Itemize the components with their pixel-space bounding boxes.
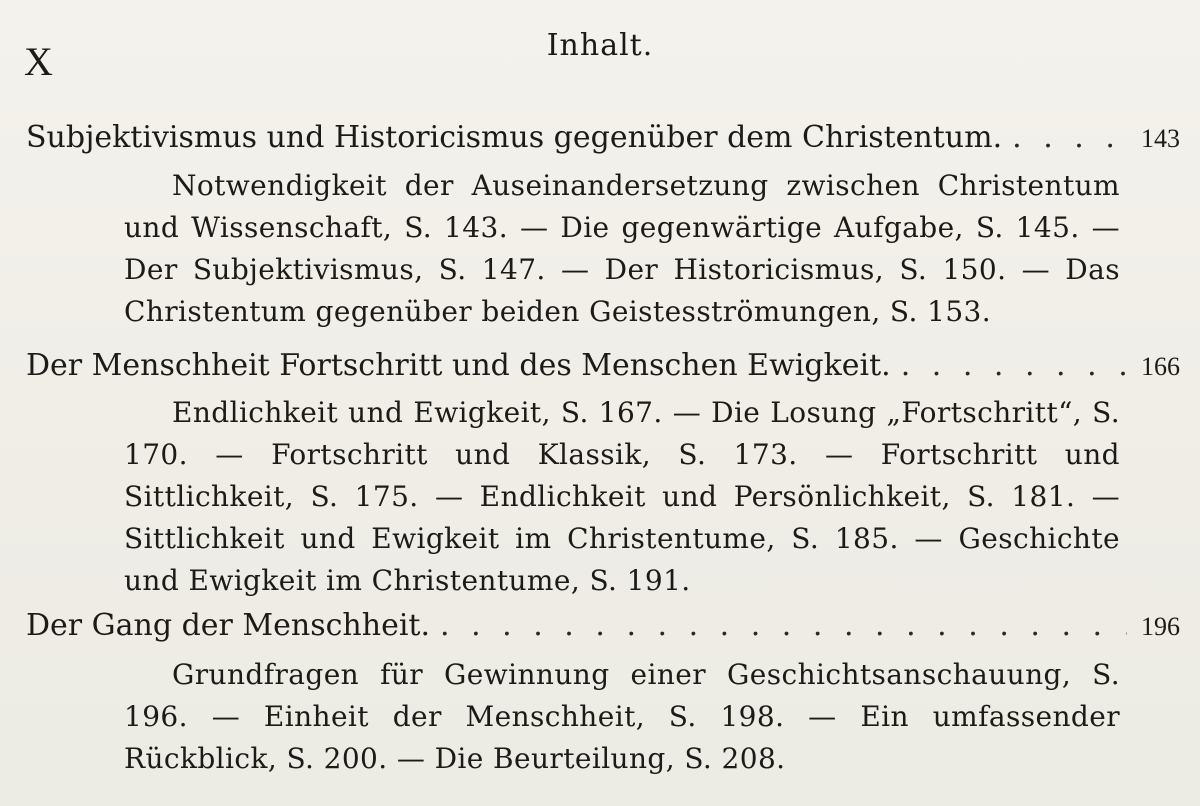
running-head: Inhalt.	[546, 28, 654, 63]
toc-entry-summary: Grundfragen für Gewinnung einer Geschichtsanschauung, S. 196. — Einheit der Menschheit, S. 198. — Ein umfassender Rückblick, S. 200. — Die Beurteilung, S. 208.	[124, 658, 1120, 775]
toc-entry-summary: Notwendigkeit der Auseinandersetzung zwischen Christentum und Wissenschaft, S. 143. — Die gegenwärtige Aufgabe, S. 145. — Der Subjektivismus, S. 147. — Der Historicismus, S. 150. — Das Christentum gegenüber beiden Geistesströmungen, S. 153.	[124, 169, 1120, 328]
page-folio: X	[24, 39, 54, 84]
toc-entry-title	[26, 606, 1180, 647]
toc-entry-summary: Endlichkeit und Ewigkeit, S. 167. — Die Losung „Fortschritt“, S. 170. — Fortschritt und Klassik, S. 173. — Fortschritt und Sittlichkeit, S. 175. — Endlichkeit und Persönlichkeit, S. 181. — Sittlichkeit und Ewigkeit im Christentume, S. 185. — Geschichte und Ewigkeit im Christentume, S. 191.	[124, 396, 1120, 597]
toc-entry-page-number: 143	[1141, 124, 1180, 153]
toc-entry-title-text: Der Menschheit Fortschritt und des Menschen Ewigkeit.	[26, 348, 891, 383]
dot-leader	[1012, 118, 1127, 158]
toc-entry-title	[26, 346, 1180, 387]
toc-entry-title-text: Subjektivismus und Historicismus gegenüber dem Christentum.	[26, 120, 1003, 155]
dot-leader	[901, 346, 1127, 386]
dot-leader	[440, 606, 1127, 646]
toc-entry-page-number: 166	[1141, 352, 1180, 381]
toc-entry-page-number: 196	[1141, 612, 1180, 641]
toc-entry-title	[26, 118, 1180, 159]
toc-entry-title-text: Der Gang der Menschheit.	[26, 608, 431, 643]
